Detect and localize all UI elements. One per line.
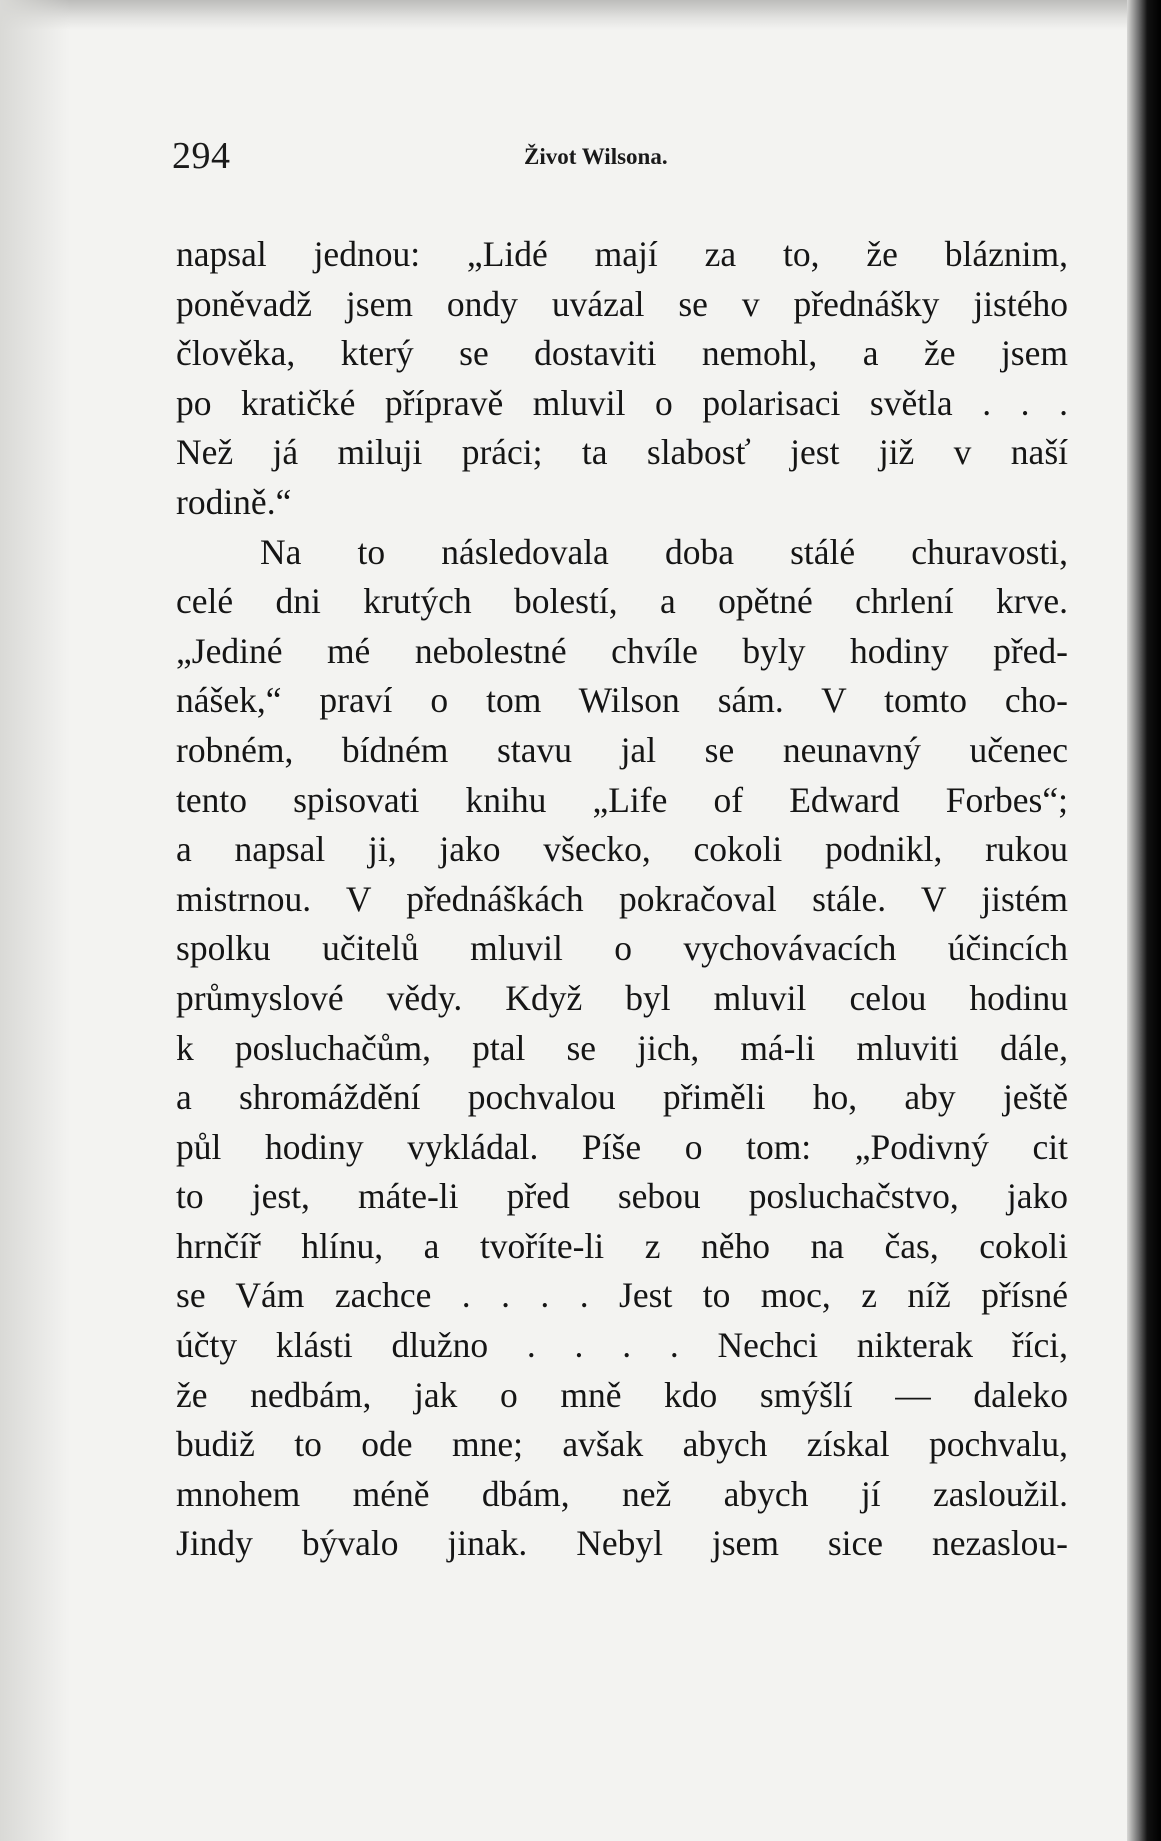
body-text [176,230,1068,1569]
page-left-shadow [0,0,70,1841]
text-line: budiž to ode mne; avšak abych získal pochvalu, [176,1424,1068,1465]
text-line: spolku učitelů mluvil o vychovávacích účincích [176,928,1068,969]
page-header [172,132,1072,188]
text-line: Na to následovala doba stálé churavosti, [260,531,1068,572]
text-line: půl hodiny vykládal. Píše o tom: „Podivný cit [176,1126,1068,1167]
text-line: hrnčíř hlínu, a tvoříte-li z něho na čas, cokoli [176,1225,1068,1266]
running-head: Život Wilsona. [524,144,668,169]
text-line: se Vám zachce . . . . Jest to moc, z níž přísné [176,1275,1068,1316]
text-line: účty klásti dlužno . . . . Nechci nikterak říci, [176,1325,1068,1366]
text-line: poněvadž jsem ondy uvázal se v přednášky jistého [176,283,1068,324]
text-line: průmyslové vědy. Když byl mluvil celou hodinu [176,977,1068,1018]
page-right-edge [1127,0,1161,1841]
text-line: mistrnou. V přednáškách pokračoval stále. V jistém [176,878,1068,919]
text-line: Jindy bývalo jinak. Nebyl jsem sice nezaslou- [176,1523,1068,1564]
text-line: napsal jednou: „Lidé mají za to, že bláznim, [176,234,1068,274]
text-line: a napsal ji, jako všecko, cokoli podnikl, rukou [176,829,1068,870]
text-line: celé dni krutých bolestí, a opětné chrlení krve. [176,581,1068,622]
text-line: mnohem méně dbám, než abych jí zasloužil. [176,1473,1068,1514]
text-line: a shromáždění pochvalou přiměli ho, aby ještě [176,1077,1068,1118]
text-line: že nedbám, jak o mně kdo smýšlí — daleko [176,1374,1068,1415]
text-line: po kratičké přípravě mluvil o polarisaci světla . . . [176,382,1068,423]
page-number: 294 [172,135,231,177]
text-line: Než já miluji práci; ta slabosť jest již v naší [176,432,1068,473]
page-top-shadow [0,0,1161,30]
text-line: „Jediné mé nebolestné chvíle byly hodiny před- [176,630,1068,671]
text-line: to jest, máte-li před sebou posluchačstvo, jako [176,1176,1068,1217]
text-line: robném, bídném stavu jal se neunavný učenec [176,729,1068,770]
text-line: nášek,“ praví o tom Wilson sám. V tomto cho- [176,680,1068,721]
text-line: k posluchačům, ptal se jich, má-li mluviti dále, [176,1027,1068,1068]
text-line: člověka, který se dostaviti nemohl, a že jsem [176,333,1068,374]
text-line: rodině.“ [176,481,292,522]
text-line: tento spisovati knihu „Life of Edward Forbes“; [176,779,1068,820]
